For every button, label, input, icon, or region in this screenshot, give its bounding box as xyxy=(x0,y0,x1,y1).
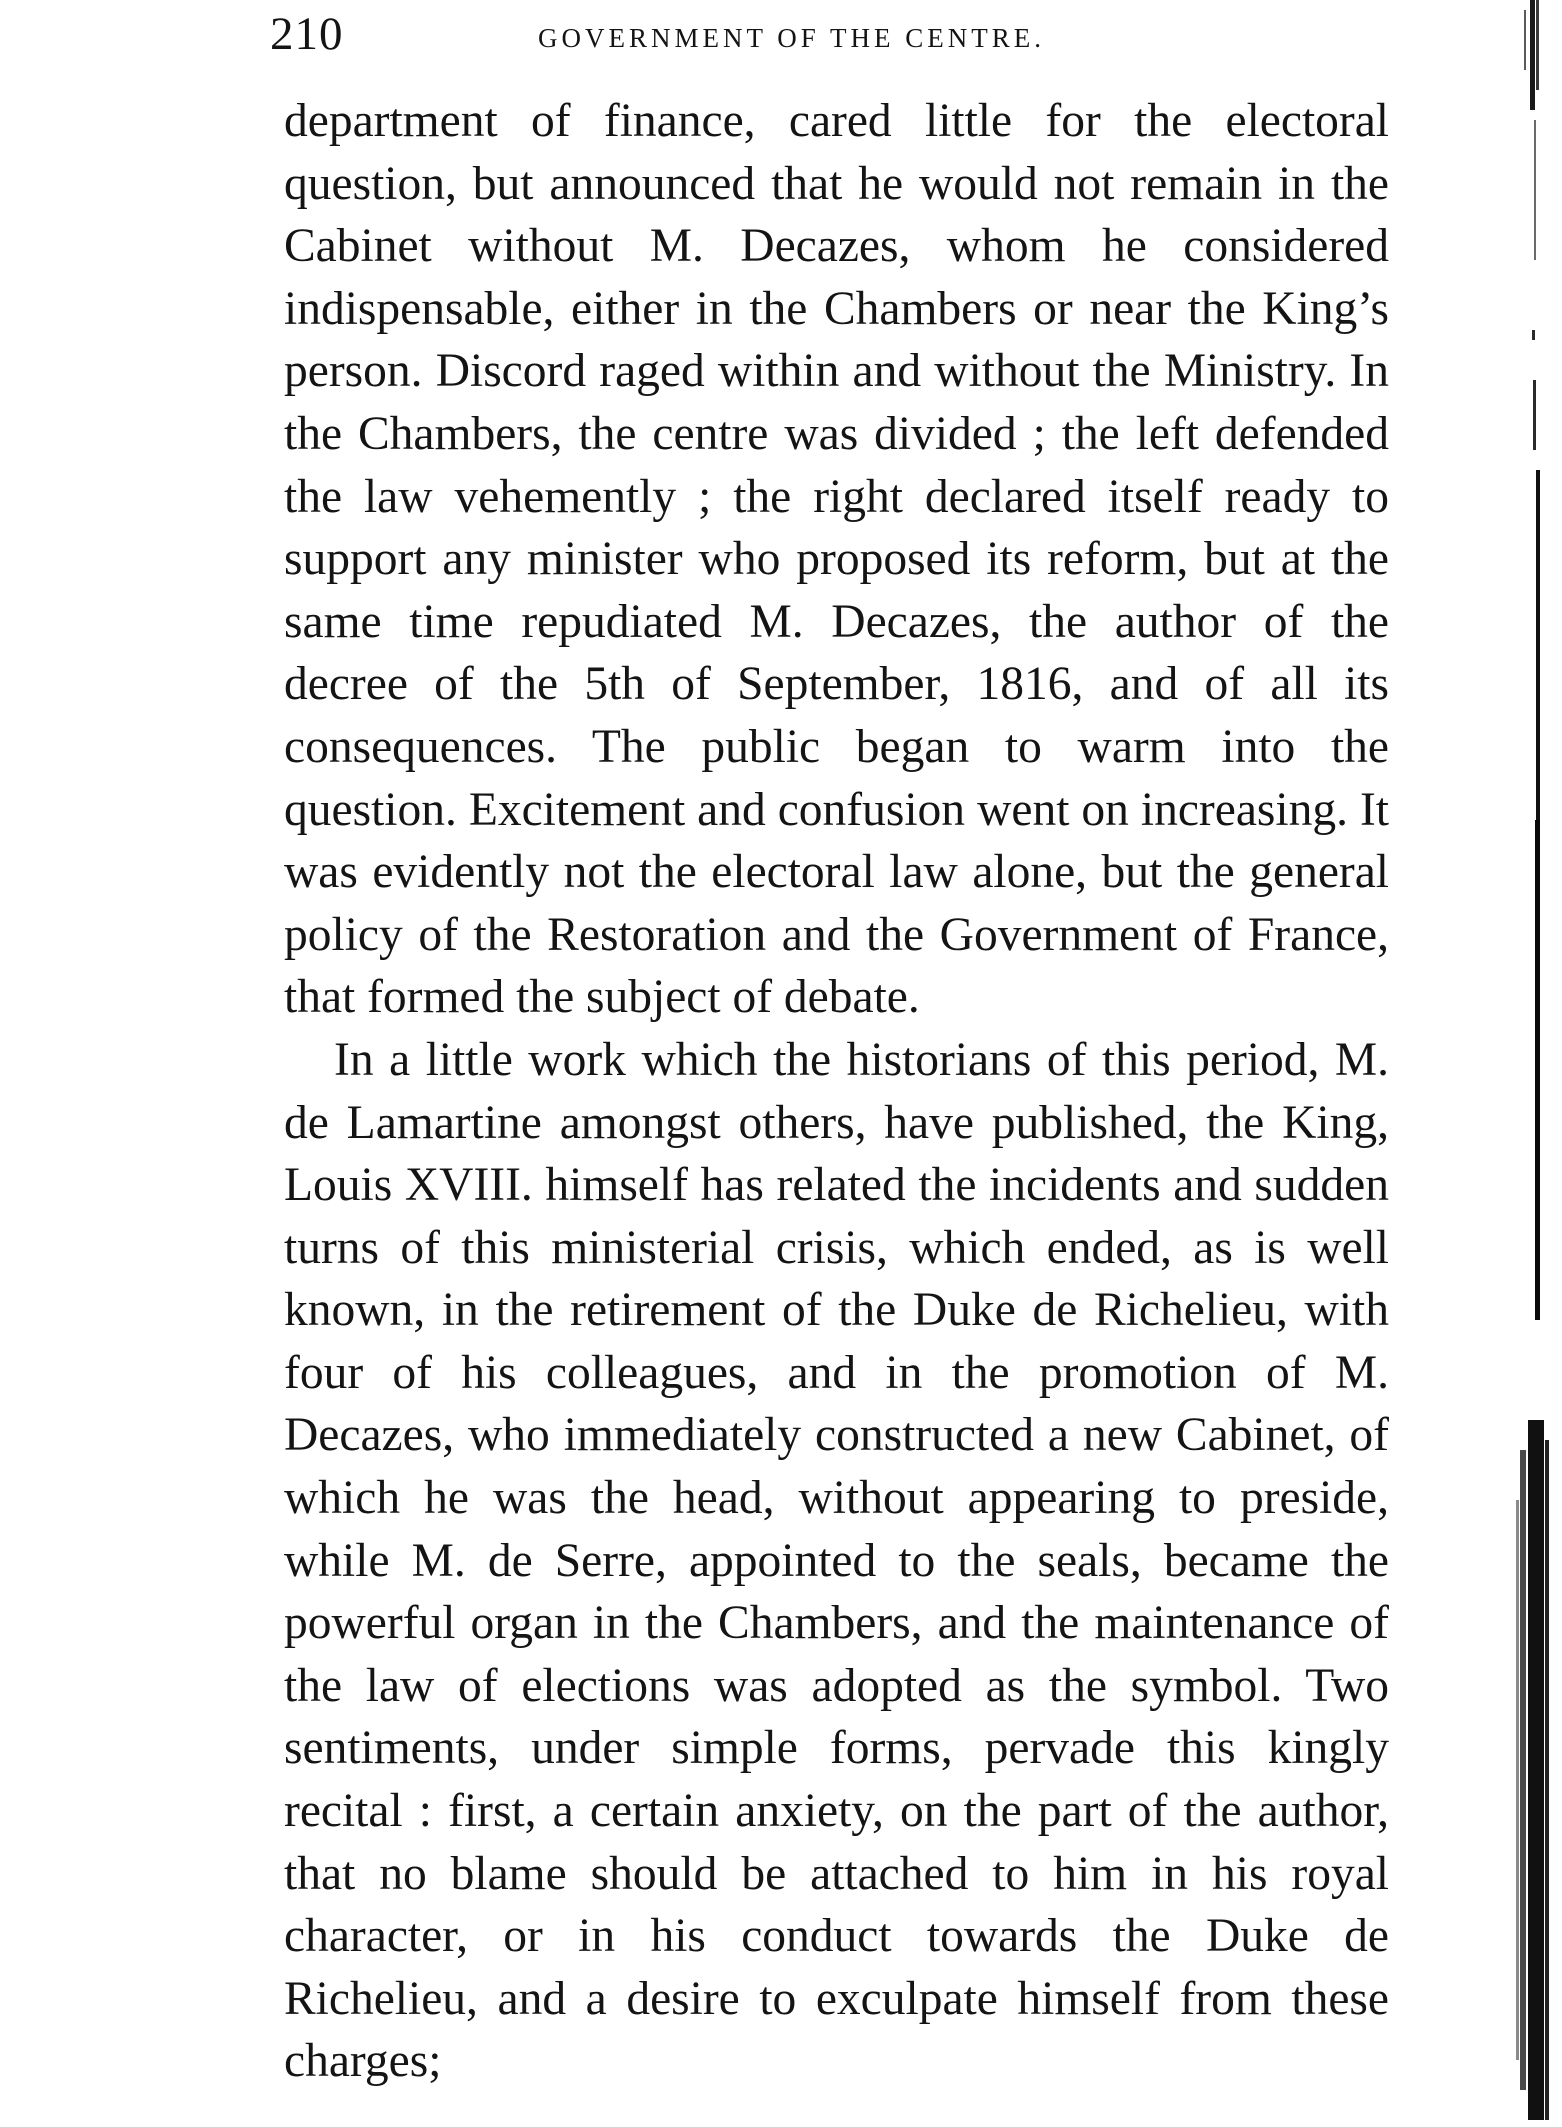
page-header xyxy=(270,8,1390,68)
body-text xyxy=(284,90,1389,2093)
paragraph-continued: department of finance, cared little for the electoral question, but announced that he would not remain in the Cabinet without M. Decazes, whom he considered indispensable, either in the Chambers or near the King’s person. Discord raged within and without the Ministry. In the Chambers, the centre was divided ; the left defended the law vehemently ; the right declared itself ready to support any minister who proposed its reform, but at the same time repudiated M. Decazes, the author of the decree of the 5th of September, 1816, and of all its consequences. The public began to warm into the question. Excitement and confusion went on increasing. It was evidently not the electoral law alone, but the general policy of the Restoration and the Government of France, that formed the subject of debate. xyxy=(284,95,1389,1024)
paragraph-louis-xviii-recital: In a little work which the historians of this period, M. de Lamartine amongst others, have published, the King, Louis XVIII. himself has related the incidents and sudden turns of this ministerial crisis, which ended, as is well known, in the retirement of the Duke de Richelieu, with four of his colleagues, and in the promotion of M. Decazes, who immediately constructed a new Cabinet, of which he was the head, without appearing to preside, while M. de Serre, appointed to the seals, became the powerful organ in the Chambers, and the maintenance of the law of elections was adopted as the symbol. Two sentiments, under simple forms, pervade this kingly recital : first, a certain anxiety, on the part of the author, that no blame should be attached to him in his royal character, or in his conduct towards the Duke de Richelieu, and a desire to exculpate himself from these charges; xyxy=(284,1033,1389,2088)
binding-edge xyxy=(1490,0,1562,2127)
page-number: 210 xyxy=(270,8,344,60)
running-title: GOVERNMENT OF THE CENTRE. xyxy=(538,23,1046,53)
